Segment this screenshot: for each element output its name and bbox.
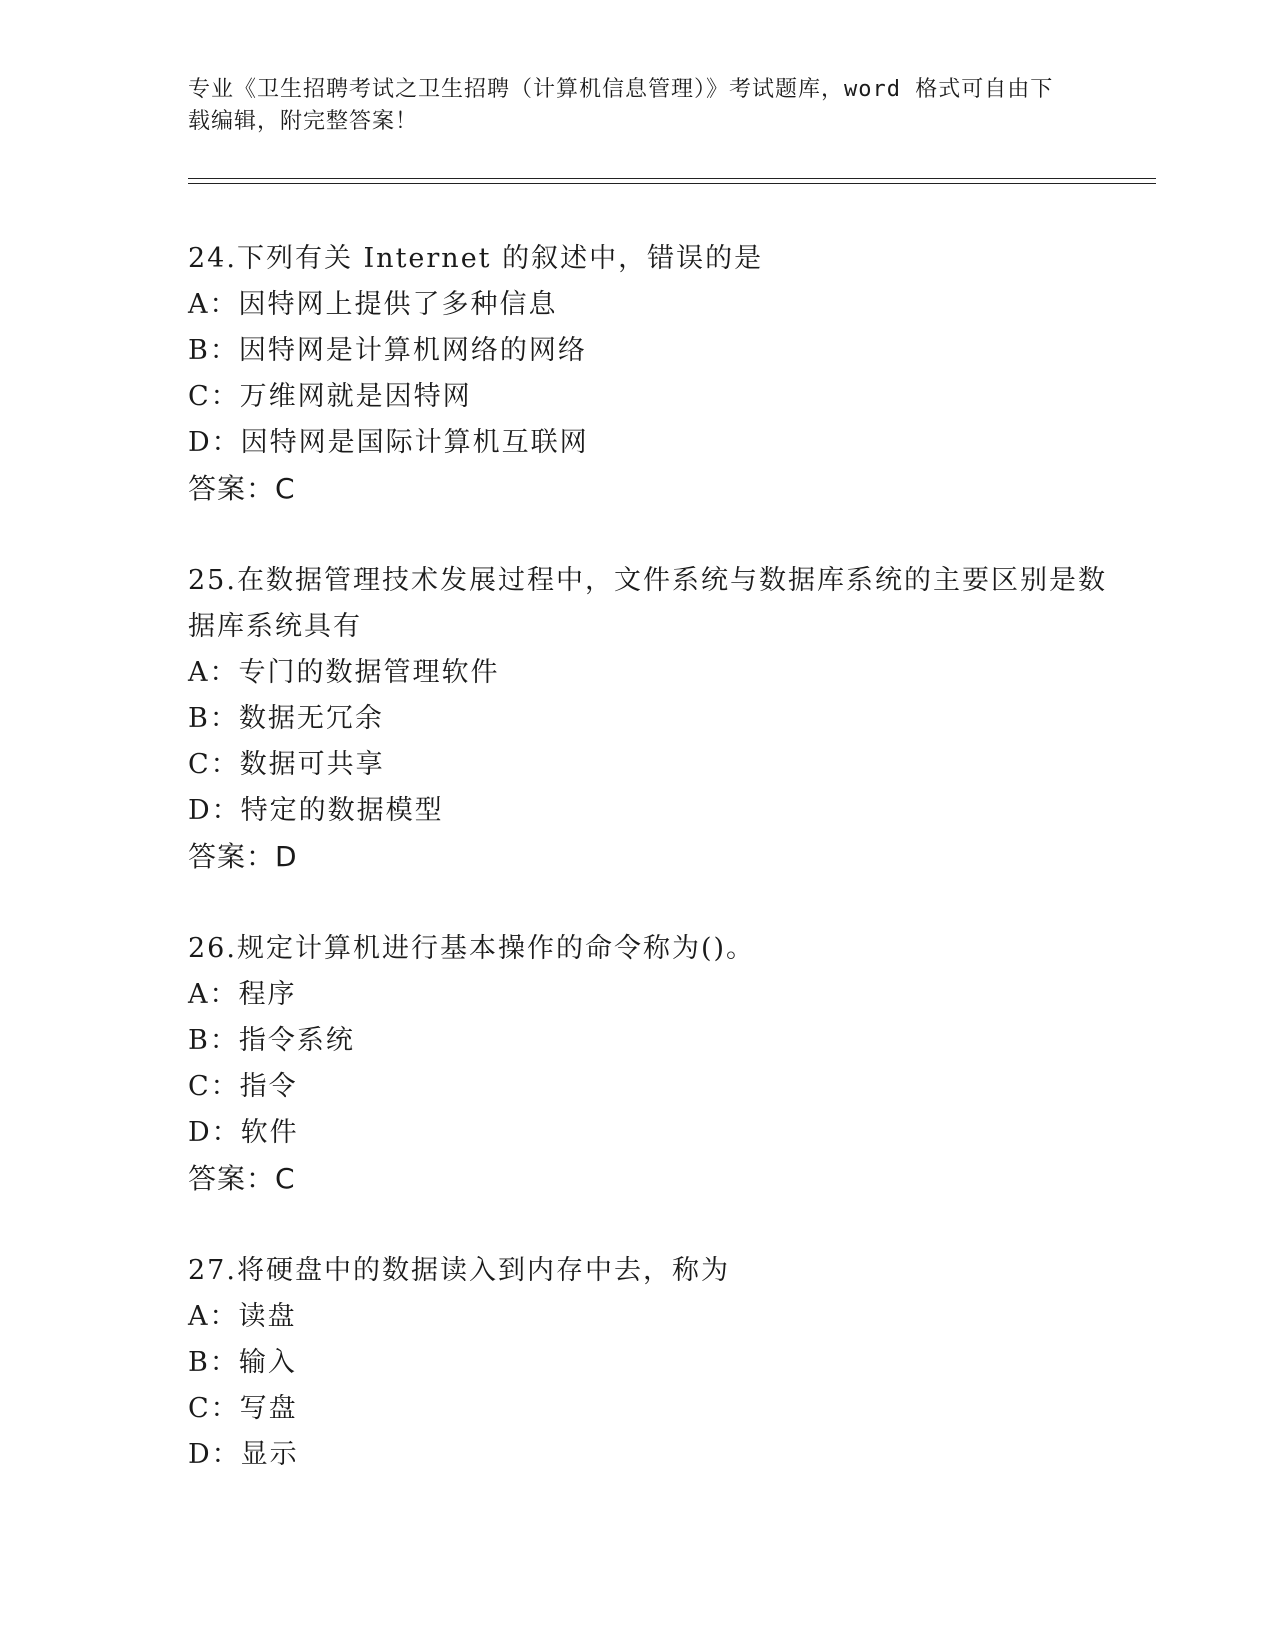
option-text: 专门的数据管理软件 xyxy=(238,657,500,688)
option-label: A： xyxy=(188,657,239,688)
question-stem: 25.在数据管理技术发展过程中，文件系统与数据库系统的主要区别是数据库系统具有 xyxy=(188,565,1107,642)
option-label: A： xyxy=(188,979,239,1010)
question-stem: 27.将硬盘中的数据读入到内存中去，称为 xyxy=(188,1255,730,1286)
option-label: D： xyxy=(188,427,241,458)
option-text: 软件 xyxy=(240,1117,299,1148)
option-text: 指令系统 xyxy=(238,1025,355,1056)
option-text: 因特网是国际计算机互联网 xyxy=(240,427,589,458)
option-text: 因特网是计算机网络的网络 xyxy=(238,335,587,366)
option-text: 数据可共享 xyxy=(239,749,385,780)
question-stem: 26.规定计算机进行基本操作的命令称为()。 xyxy=(188,933,756,964)
option-d xyxy=(188,788,1128,834)
answer-line: 答案：C xyxy=(188,472,296,505)
option-text: 输入 xyxy=(238,1347,297,1378)
option-d xyxy=(188,1432,1128,1478)
option-c xyxy=(188,374,1128,420)
spacer xyxy=(188,512,1128,558)
option-text: 读盘 xyxy=(238,1301,297,1332)
option-text: 数据无冗余 xyxy=(238,703,384,734)
option-a xyxy=(188,282,1128,328)
option-c xyxy=(188,1386,1128,1432)
option-label: B： xyxy=(188,703,239,734)
option-label: C： xyxy=(188,1393,240,1424)
option-label: D： xyxy=(188,1117,241,1148)
option-b xyxy=(188,1018,1128,1064)
option-text: 显示 xyxy=(240,1439,299,1470)
question-24 xyxy=(188,236,1128,558)
option-label: B： xyxy=(188,335,239,366)
option-text: 因特网上提供了多种信息 xyxy=(238,289,558,320)
option-label: C： xyxy=(188,1071,240,1102)
option-text: 指令 xyxy=(239,1071,298,1102)
spacer xyxy=(188,880,1128,926)
option-label: C： xyxy=(188,749,240,780)
option-text: 写盘 xyxy=(239,1393,298,1424)
option-b xyxy=(188,1340,1128,1386)
option-text: 程序 xyxy=(238,979,297,1010)
option-a xyxy=(188,972,1128,1018)
option-text: 万维网就是因特网 xyxy=(239,381,472,412)
option-c xyxy=(188,1064,1128,1110)
option-label: D： xyxy=(188,795,241,826)
option-label: D： xyxy=(188,1439,241,1470)
header-divider-top xyxy=(188,178,1156,179)
question-27 xyxy=(188,1248,1128,1478)
option-label: B： xyxy=(188,1025,239,1056)
option-label: A： xyxy=(188,1301,239,1332)
header-divider-bottom xyxy=(188,183,1156,184)
question-25 xyxy=(188,558,1128,926)
option-label: C： xyxy=(188,381,240,412)
document-header: 专业《卫生招聘考试之卫生招聘（计算机信息管理）》考试题库，word 格式可自由下载编辑，附完整答案！ xyxy=(188,77,1054,134)
question-list xyxy=(188,236,1128,1478)
option-label: B： xyxy=(188,1347,239,1378)
question-26 xyxy=(188,926,1128,1248)
option-text: 特定的数据模型 xyxy=(240,795,444,826)
option-a xyxy=(188,1294,1128,1340)
spacer xyxy=(188,1202,1128,1248)
option-a xyxy=(188,650,1128,696)
option-d xyxy=(188,1110,1128,1156)
option-d xyxy=(188,420,1128,466)
option-label: A： xyxy=(188,289,239,320)
question-stem: 24.下列有关 Internet 的叙述中，错误的是 xyxy=(188,243,764,274)
option-b xyxy=(188,328,1128,374)
option-c xyxy=(188,742,1128,788)
answer-line: 答案：D xyxy=(188,840,298,873)
answer-line: 答案：C xyxy=(188,1162,296,1195)
option-b xyxy=(188,696,1128,742)
